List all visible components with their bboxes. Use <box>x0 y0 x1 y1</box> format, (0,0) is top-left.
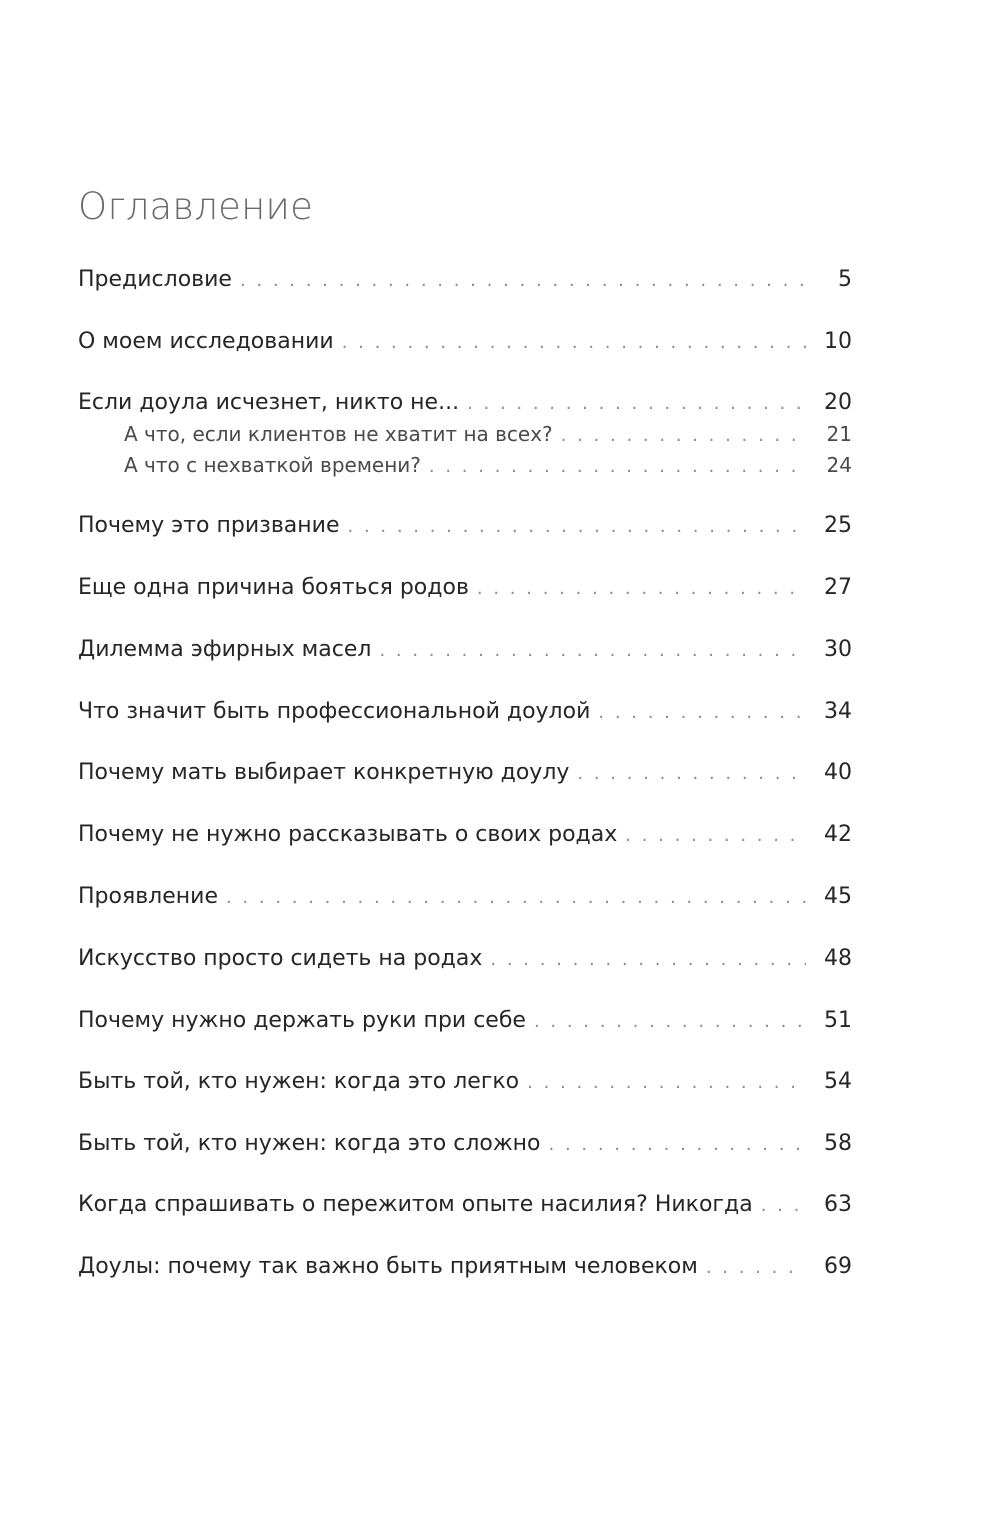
toc-dot-leader <box>379 636 806 666</box>
toc-dot-leader <box>549 1130 806 1160</box>
toc-dot-leader <box>467 389 806 419</box>
toc-dot-leader <box>625 821 806 851</box>
toc-page-number: 10 <box>824 329 852 354</box>
toc-entry-title: Искусство просто сидеть на родах <box>78 946 483 971</box>
toc-entry-title: О моем исследовании <box>78 329 334 354</box>
toc-entry-title: Доулы: почему так важно быть приятным человеком <box>78 1254 698 1279</box>
toc-dot-leader <box>342 328 806 358</box>
toc-dot-leader <box>561 422 806 450</box>
toc-page-number: 63 <box>824 1192 852 1217</box>
toc-page-number: 45 <box>824 884 852 909</box>
toc-dot-leader <box>761 1191 806 1221</box>
toc-entry-title: Почему нужно держать руки при себе <box>78 1008 526 1033</box>
toc-dot-leader <box>490 945 806 975</box>
toc-list <box>78 0 852 1527</box>
toc-page-number: 30 <box>824 637 852 662</box>
toc-entry-title: Если доула исчезнет, никто не... <box>78 390 460 415</box>
toc-entry-title: Быть той, кто нужен: когда это легко <box>78 1069 520 1094</box>
toc-dot-leader <box>429 453 806 481</box>
toc-entry-title: Быть той, кто нужен: когда это сложно <box>78 1131 541 1156</box>
toc-page-number: 24 <box>826 453 852 477</box>
toc-page-number: 27 <box>824 575 852 600</box>
toc-entry <box>78 388 852 418</box>
toc-entry-title: Почему мать выбирает конкретную доулу <box>78 760 570 785</box>
toc-dot-leader <box>527 1068 806 1098</box>
toc-entry-title: Почему это призвание <box>78 513 340 538</box>
toc-page-number: 25 <box>824 513 852 538</box>
toc-entry-title: Когда спрашивать о пережитом опыте насилия? Никогда <box>78 1192 753 1217</box>
toc-entry <box>78 1190 852 1220</box>
toc-page-number: 42 <box>824 822 852 847</box>
toc-subentry-title: А что, если клиентов не хватит на всех? <box>124 422 553 446</box>
toc-page-number: 48 <box>824 946 852 971</box>
toc-page-number: 5 <box>838 267 852 292</box>
toc-entry <box>78 697 852 727</box>
toc-page-number: 54 <box>824 1069 852 1094</box>
toc-subentry <box>124 420 852 448</box>
toc-entry <box>78 573 852 603</box>
toc-entry-title: Что значит быть профессиональной доулой <box>78 699 591 724</box>
toc-entry <box>78 1006 852 1036</box>
toc-entry-title: Еще одна причина бояться родов <box>78 575 469 600</box>
toc-page-number: 20 <box>824 390 852 415</box>
toc-page-number: 34 <box>824 699 852 724</box>
toc-page-number: 40 <box>824 760 852 785</box>
toc-page-number: 69 <box>824 1254 852 1279</box>
toc-dot-leader <box>534 1007 806 1037</box>
toc-entry <box>78 1067 852 1097</box>
toc-dot-leader <box>240 266 806 296</box>
toc-dot-leader <box>577 759 806 789</box>
toc-entry <box>78 635 852 665</box>
toc-subentry <box>124 451 852 479</box>
toc-entry <box>78 1129 852 1159</box>
toc-page-number: 21 <box>826 422 852 446</box>
toc-entry-title: Проявление <box>78 884 218 909</box>
toc-dot-leader <box>348 512 807 542</box>
toc-dot-leader <box>598 698 806 728</box>
toc-entry <box>78 265 852 295</box>
toc-entry <box>78 944 852 974</box>
toc-entry <box>78 758 852 788</box>
toc-entry <box>78 882 852 912</box>
toc-title: Оглавление <box>78 185 314 228</box>
toc-entry <box>78 1252 852 1282</box>
toc-dot-leader <box>477 574 806 604</box>
toc-entry <box>78 820 852 850</box>
toc-entry-title: Дилемма эфирных масел <box>78 637 372 662</box>
toc-dot-leader <box>706 1253 806 1283</box>
toc-dot-leader <box>226 883 806 913</box>
toc-page-number: 51 <box>824 1008 852 1033</box>
toc-subentry-title: А что с нехваткой времени? <box>124 453 421 477</box>
toc-entry <box>78 327 852 357</box>
toc-page-number: 58 <box>824 1131 852 1156</box>
toc-entry-title: Почему не нужно рассказывать о своих родах <box>78 822 618 847</box>
toc-entry <box>78 511 852 541</box>
toc-entry-title: Предисловие <box>78 267 232 292</box>
